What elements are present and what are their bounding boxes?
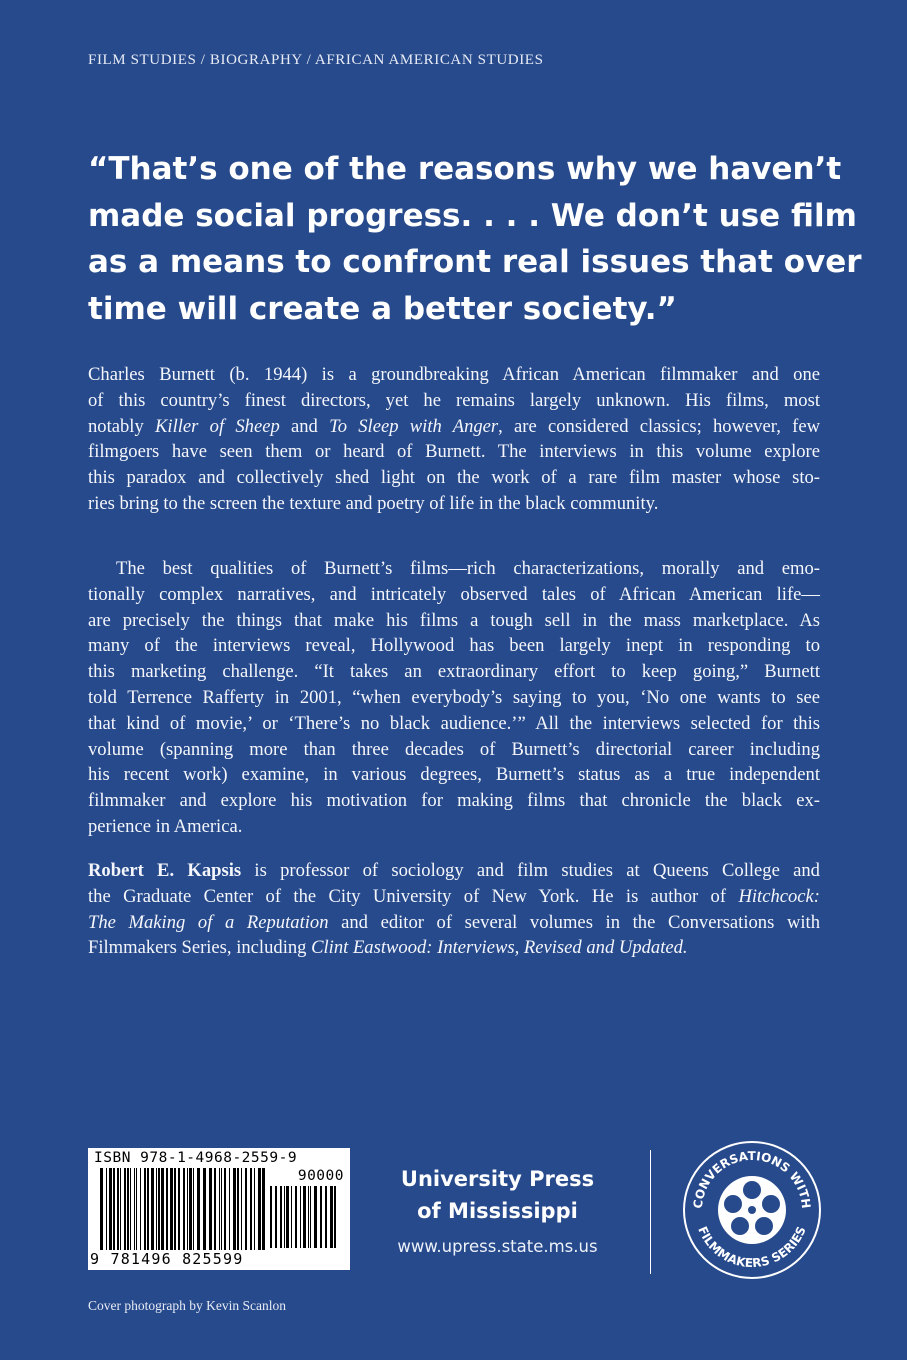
text-segment: is professor of sociology and film studies at Queens College and bbox=[241, 860, 820, 881]
text-segment: , are considered classics; however, few bbox=[498, 415, 821, 437]
text-line: The best qualities of Burnett’s films—rich characterizations, morally and emo- bbox=[116, 558, 820, 579]
publisher-name: University Press bbox=[400, 1167, 595, 1191]
author-name: Robert E. Kapsis bbox=[88, 860, 242, 881]
film-reel-icon bbox=[718, 1176, 786, 1244]
text-line bbox=[88, 910, 820, 936]
description-paragraph-1 bbox=[88, 362, 820, 517]
text-segment: and bbox=[279, 415, 330, 437]
text-line: told Terrence Rafferty in 2001, “when everybody’s saying to you, ‘No one wants to see bbox=[88, 686, 820, 708]
quote-line: as a means to confront real issues that over bbox=[88, 244, 862, 280]
text-line: tionally complex narratives, and intricately observed tales of African American life— bbox=[88, 583, 820, 605]
text-line: this paradox and collectively shed light on the work of a rare film master whose sto- bbox=[88, 467, 820, 489]
description-paragraph-2 bbox=[88, 556, 820, 840]
text-line: this marketing challenge. “It takes an extraordinary effort to keep going,” Burnett bbox=[88, 661, 820, 683]
quote-line: time will create a better society.” bbox=[88, 290, 677, 327]
text-line: volume (spanning more than three decades of Burnett’s directorial career including bbox=[88, 738, 820, 760]
film-title: To Sleep with Anger bbox=[329, 415, 499, 437]
divider bbox=[650, 1150, 651, 1274]
text-line: perience in America. bbox=[88, 815, 243, 837]
publisher-block bbox=[385, 1163, 610, 1256]
isbn-barcode bbox=[88, 1148, 350, 1270]
text-line: that kind of movie,’ or ‘There’s no black audience.’” All the interviews selected for this bbox=[88, 712, 820, 734]
barcode-bars bbox=[100, 1168, 266, 1250]
price-code: 90000 bbox=[297, 1168, 344, 1184]
text-line: ries bring to the screen the texture and poetry of life in the black community. bbox=[88, 492, 659, 514]
publisher-url[interactable]: www.upress.state.ms.us bbox=[397, 1237, 598, 1256]
photo-credit: Cover photograph by Kevin Scanlon bbox=[88, 1298, 286, 1313]
book-title: The Making of a Reputation bbox=[88, 911, 329, 933]
text-segment: the Graduate Center of the City University of New York. He is author of bbox=[88, 885, 739, 907]
author-bio bbox=[88, 858, 820, 961]
book-title: Hitchcock: bbox=[738, 885, 820, 907]
category-line: FILM STUDIES / BIOGRAPHY / AFRICAN AMERICAN STUDIES bbox=[88, 52, 544, 68]
barcode-digits: 9 781496 825599 bbox=[90, 1250, 244, 1268]
text-line bbox=[88, 884, 820, 910]
text-line bbox=[88, 414, 820, 440]
book-title: Clint Eastwood: Interviews, Revised and Updated. bbox=[311, 937, 688, 959]
text-line: are precisely the things that make his films a tough sell in the mass marketplace. As bbox=[88, 609, 820, 631]
price-barcode-bars bbox=[270, 1186, 336, 1248]
quote-line: “That’s one of the reasons why we haven’t bbox=[88, 151, 842, 187]
text-segment: notably bbox=[88, 415, 156, 437]
seal-bottom-text: FILMMAKERS SERIES bbox=[695, 1224, 809, 1271]
text-line: his recent work) examine, in various degrees, Burnett’s status as a true independent bbox=[88, 764, 820, 786]
text-line: many of the interviews reveal, Hollywood has been largely inept in responding to bbox=[88, 635, 820, 657]
seal-top-text: CONVERSATIONS WITH bbox=[690, 1148, 814, 1210]
series-seal bbox=[682, 1140, 822, 1280]
text-segment: and editor of several volumes in the Conversations with bbox=[328, 911, 820, 933]
text-line: filmgoers have seen them or heard of Burnett. The interviews in this volume explore bbox=[88, 441, 820, 463]
text-line bbox=[88, 858, 820, 884]
text-line: of this country’s finest directors, yet he remains largely unknown. His films, most bbox=[88, 389, 820, 411]
film-title: Killer of Sheep bbox=[155, 415, 280, 437]
text-segment: Filmmakers Series, including bbox=[88, 937, 312, 959]
quote-line: made social progress. . . . We don’t use film bbox=[88, 197, 857, 234]
pull-quote bbox=[88, 146, 862, 332]
publisher-name: of Mississippi bbox=[417, 1199, 578, 1223]
text-line: filmmaker and explore his motivation for making films that chronicle the black ex- bbox=[88, 790, 820, 812]
isbn-text: ISBN 978-1-4968-2559-9 bbox=[94, 1150, 298, 1166]
text-line bbox=[88, 935, 820, 961]
text-line: Charles Burnett (b. 1944) is a groundbreaking African American filmmaker and one bbox=[88, 364, 820, 385]
